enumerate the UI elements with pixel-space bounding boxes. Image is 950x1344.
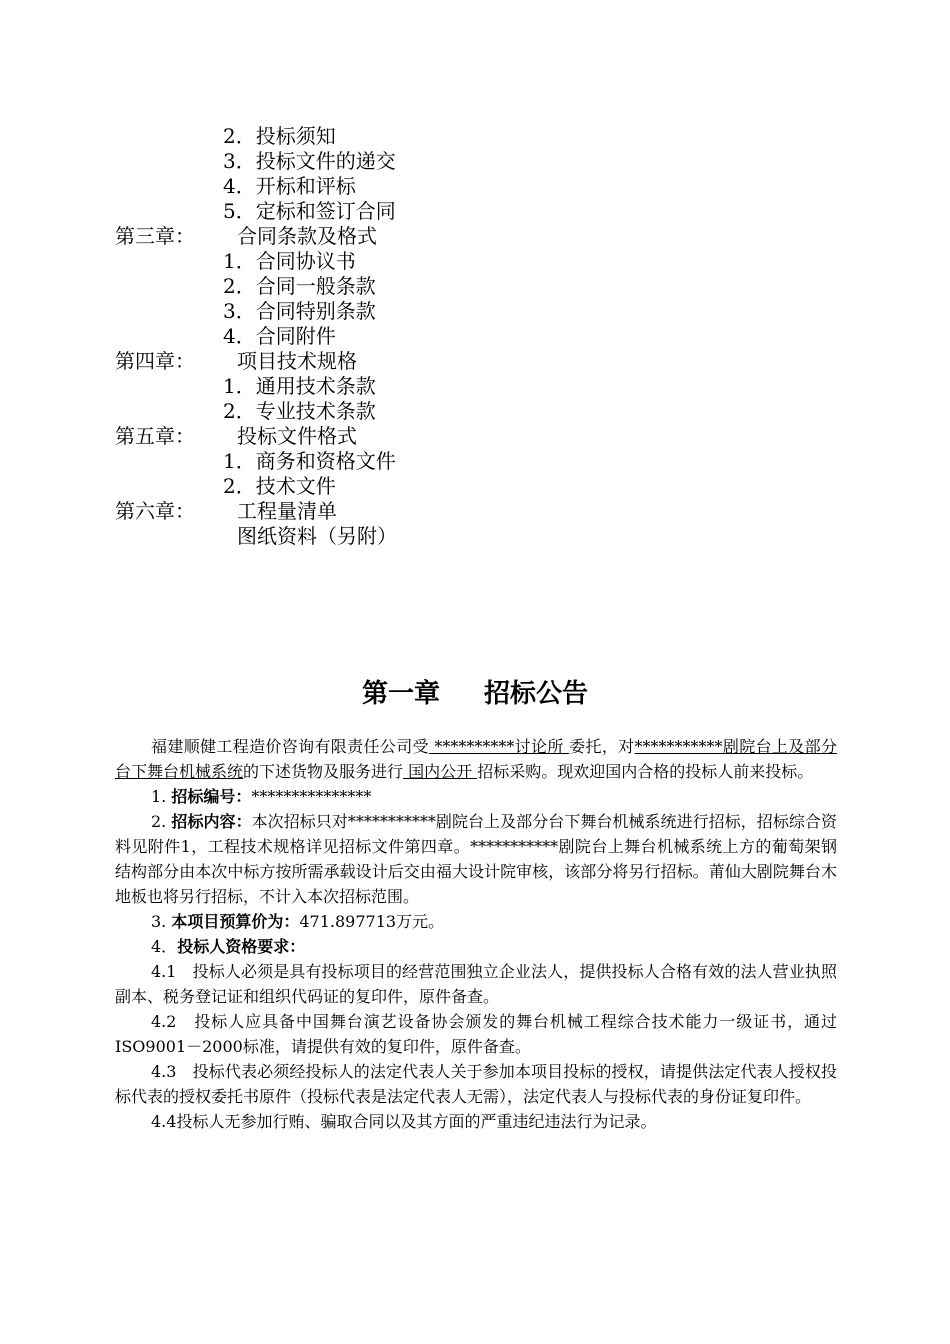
- toc-item: 2．技术文件: [223, 474, 336, 498]
- qualification-4-3: 4.3 投标代表必须经投标人的法定代表人关于参加本项目投标的授权，请提供法定代表人授权投标代表的授权委托书原件（投标代表是法定代表人无需），法定代表人与投标代表的身份证复印件。: [115, 1062, 837, 1106]
- intro-text: 委托，对: [569, 737, 635, 756]
- intro-text: 福建顺健工程造价咨询有限责任公司受: [151, 737, 429, 756]
- qualification-4-1: 4.1 投标人必须是具有投标项目的经营范围独立企业法人，提供投标人合格有效的法人营业执照副本、税务登记证和组织代码证的复印件，原件备查。: [115, 962, 837, 1006]
- toc-line: [115, 349, 715, 374]
- toc-line: [115, 374, 715, 399]
- toc-line: [115, 199, 715, 224]
- toc-item: 2．专业技术条款: [223, 399, 376, 423]
- bid-content-text: 本次招标只对***********剧院台上及部分台下舞台机械系统进行招标，招标综合资料见附件1，工程技术规格详见招标文件第四章。***********剧院台上舞台机械系统上方的葡萄架钢结构部分由本次中标方按所需承载设计后交由福大设计院审核，该部分将另行招标。莆仙大剧院舞台木地板也将另行招标，不计入本次招标范围。: [115, 812, 837, 906]
- chapter-title: 招标公告: [484, 679, 589, 709]
- toc-line: [115, 174, 715, 199]
- item-bid-content: [115, 809, 837, 909]
- intro-text: 招标采购。现欢迎国内合格的投标人前来投标。: [477, 762, 814, 781]
- item-number: 2.: [151, 812, 167, 831]
- toc-line: [115, 424, 715, 449]
- intro-text: 的下述货物及服务进行: [243, 762, 404, 781]
- toc-chapter-title: 合同条款及格式: [237, 224, 377, 248]
- toc-line: [115, 224, 715, 249]
- toc-item: 4．开标和评标: [223, 174, 356, 198]
- toc-chapter-title: 投标文件格式: [237, 424, 357, 448]
- procurement-method: 国内公开: [403, 762, 478, 781]
- toc-item: 3．合同特别条款: [223, 299, 376, 323]
- toc-item: 4．合同附件: [223, 324, 336, 348]
- chapter-number: 第一章: [361, 679, 440, 709]
- toc-line: [115, 474, 715, 499]
- bid-number-value: ***************: [251, 787, 372, 806]
- qualification-4-4: 4.4投标人无参加行贿、骗取合同以及其方面的严重违纪违法行为记录。: [151, 1112, 657, 1131]
- toc-line: [115, 124, 715, 149]
- item-bid-number: [115, 784, 837, 809]
- toc-item: 1．通用技术条款: [223, 374, 376, 398]
- toc-item: 5．定标和签订合同: [223, 199, 396, 223]
- item-label: 招标内容：: [171, 812, 252, 831]
- toc-line: [115, 524, 715, 549]
- chapter-heading: [0, 676, 950, 712]
- item-label: 本项目预算价为：: [171, 912, 300, 931]
- toc-chapter-title: 项目技术规格: [237, 349, 357, 373]
- toc-line: [115, 274, 715, 299]
- toc-chapter-label: 第五章：: [115, 424, 195, 448]
- toc-line: [115, 399, 715, 424]
- item-label: 招标编号：: [171, 787, 252, 806]
- toc-chapter-label: 第三章：: [115, 224, 195, 248]
- item-number: 3.: [151, 912, 167, 931]
- toc-line: [115, 149, 715, 174]
- toc-chapter-title: 工程量清单: [237, 499, 337, 523]
- qualification-4-2: 4.2 投标人应具备中国舞台演艺设备协会颁发的舞台机械工程综合技术能力一级证书，通过ISO9001－2000标准，请提供有效的复印件，原件备查。: [115, 1012, 837, 1056]
- toc-item: 1．商务和资格文件: [223, 449, 396, 473]
- toc-chapter-label: 第四章：: [115, 349, 195, 373]
- item-number: 4．: [151, 937, 178, 956]
- toc-chapter-label: 第六章：: [115, 499, 195, 523]
- toc-line: [115, 449, 715, 474]
- toc-line: [115, 299, 715, 324]
- toc-line: [115, 249, 715, 274]
- budget-value: 471.897713万元。: [299, 912, 445, 931]
- project-name: ***********剧院台上及部分台下舞台机械系统: [115, 737, 837, 781]
- toc-item: 2．投标须知: [223, 124, 336, 148]
- toc-line: [115, 324, 715, 349]
- item-qualifications: [115, 934, 837, 959]
- item-number: 1.: [151, 787, 167, 806]
- item-budget: [115, 909, 837, 934]
- toc-line: [115, 499, 715, 524]
- item-label: 投标人资格要求：: [177, 937, 306, 956]
- announcement-body: [115, 734, 837, 1134]
- toc-item: 1．合同协议书: [223, 249, 356, 273]
- toc-item: 3．投标文件的递交: [223, 149, 396, 173]
- client-name: **********讨论所: [428, 737, 570, 756]
- intro-paragraph: [115, 734, 837, 784]
- toc-item: 图纸资料（另附）: [237, 524, 397, 548]
- toc-item: 2．合同一般条款: [223, 274, 376, 298]
